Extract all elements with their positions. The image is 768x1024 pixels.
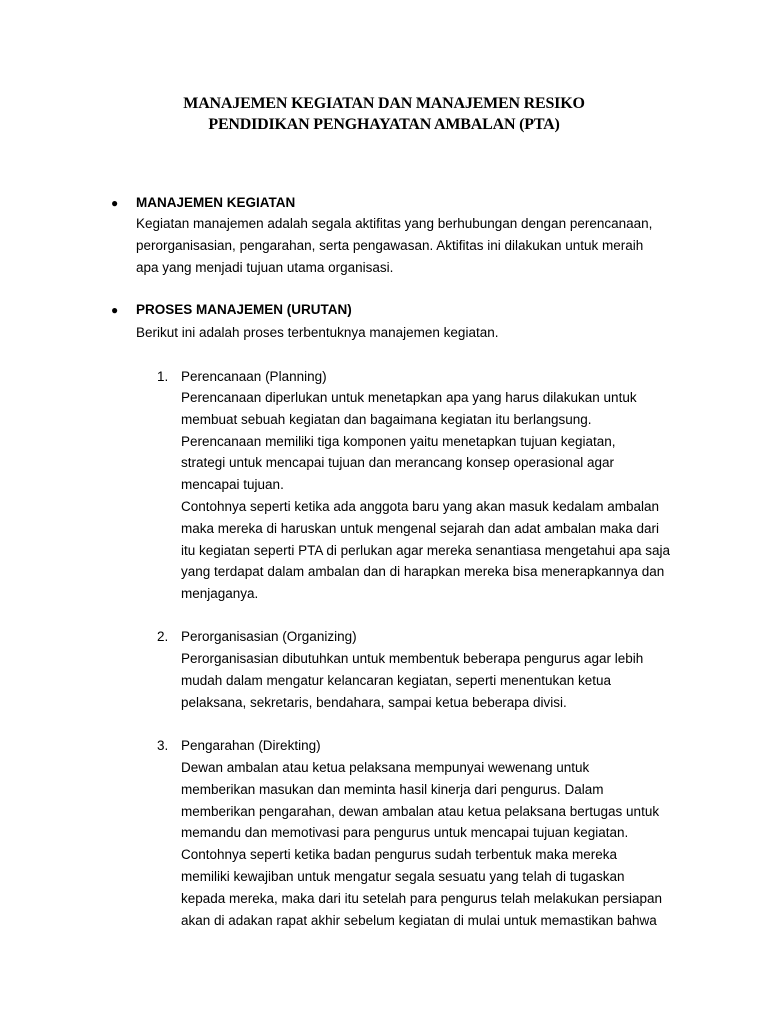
list-item-title-perorganisasian: Perorganisasian (Organizing) xyxy=(181,629,357,644)
list-item-number: 1. xyxy=(157,369,169,384)
list-item-number: 3. xyxy=(157,738,169,753)
section-body-manajemen-kegiatan: Kegiatan manajemen adalah segala aktifitas yang berhubungan dengan perencanaan, perorganisasian, pengarahan, serta pengawasan. Aktifitas ini dilakukan untuk meraih apa yang menjadi tujuan utama organisasi. xyxy=(136,216,653,275)
document-title-line-2: PENDIDIKAN PENGHAYATAN AMBALAN (PTA) xyxy=(208,116,560,133)
list-item-body-pengarahan: Dewan ambalan atau ketua pelaksana mempunyai wewenang untuk memberikan masukan dan meminta hasil kinerja dari pengurus. Dalam memberikan pengarahan, dewan ambalan atau ketua pelaksana bertugas untuk memandu dan memotivasi para pengurus untuk mencapai tujuan kegiatan. Contohnya seperti ketika badan pengurus sudah terbentuk maka mereka memiliki kewajiban untuk mengatur segala sesuatu yang telah di tugaskan kepada mereka, maka dari itu setelah para pengurus telah melakukan persiapan akan di adakan rapat akhir sebelum kegiatan di mulai untuk memastikan bahwa xyxy=(181,760,663,928)
document-title-line-1: MANAJEMEN KEGIATAN DAN MANAJEMEN RESIKO xyxy=(183,95,585,112)
section-intro-proses-manajemen: Berikut ini adalah proses terbentuknya manajemen kegiatan. xyxy=(136,325,499,340)
bullet-icon: ● xyxy=(111,196,119,210)
section-heading-proses-manajemen: PROSES MANAJEMEN (URUTAN) xyxy=(136,302,352,317)
bullet-icon: ● xyxy=(111,303,119,317)
section-heading-manajemen-kegiatan: MANAJEMEN KEGIATAN xyxy=(136,195,296,210)
list-item-title-perencanaan: Perencanaan (Planning) xyxy=(181,369,327,384)
list-item-body-perorganisasian: Perorganisasian dibutuhkan untuk membentuk beberapa pengurus agar lebih mudah dalam mengatur kelancaran kegiatan, seperti menentukan ketua pelaksana, sekretaris, bendahara, sampai ketua beberapa divisi. xyxy=(181,651,644,710)
list-item-body-perencanaan: Perencanaan diperlukan untuk menetapkan apa yang harus dilakukan untuk membuat sebuah kegiatan dan bagaimana kegiatan itu berlangsung. Perencanaan memiliki tiga komponen yaitu menetapkan tujuan kegiatan, strategi untuk mencapai tujuan dan merancang konsep operasional agar mencapai tujuan. Contohnya seperti ketika ada anggota baru yang akan masuk kedalam ambalan maka mereka di haruskan untuk mengenal sejarah dan adat ambalan maka dari itu kegiatan seperti PTA di perlukan agar mereka senantiasa mengetahui apa saja yang terdapat dalam ambalan dan di harapkan mereka bisa menerapkannya dan menjaganya. xyxy=(181,390,671,602)
list-item-number: 2. xyxy=(157,629,169,644)
list-item-title-pengarahan: Pengarahan (Direkting) xyxy=(181,738,321,753)
